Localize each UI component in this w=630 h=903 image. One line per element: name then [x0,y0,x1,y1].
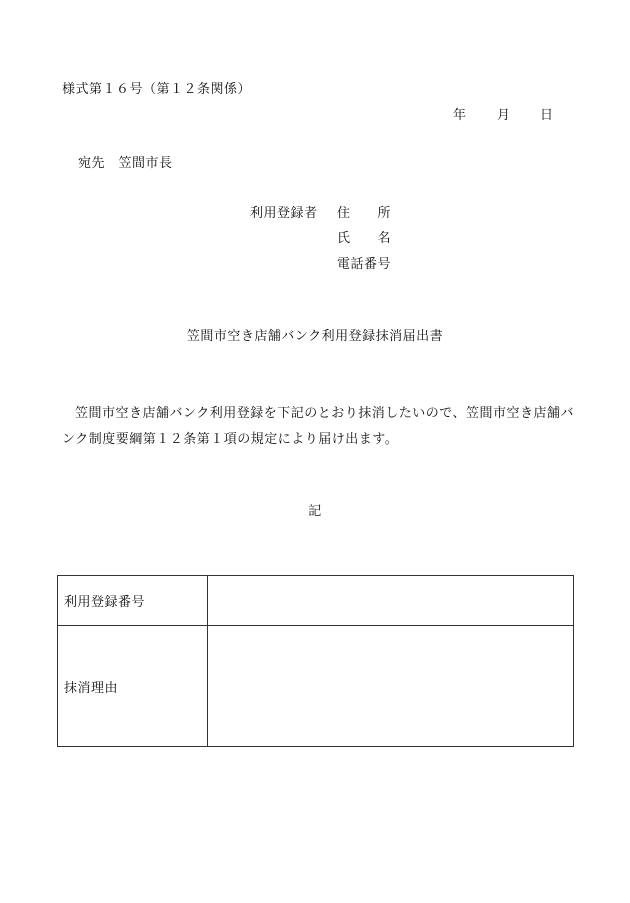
table-row-registration-number [58,576,574,626]
details-table [57,575,574,747]
addressee: 宛先 笠間市長 [78,156,173,171]
cancellation-reason-label: 抹消理由 [58,626,208,747]
cancellation-reason-value[interactable] [208,626,574,747]
table-row-cancellation-reason [58,626,574,747]
body-paragraph: 笠間市空き店舗バンク利用登録を下記のとおり抹消したいので、笠間市空き店舗バンク制度要綱第１２条第１項の規定により届け出ます。 [62,406,574,447]
document-title: 笠間市空き店舗バンク利用登録抹消届出書 [186,329,444,344]
registration-number-label: 利用登録番号 [58,576,208,626]
address-label: 住 所 [337,206,392,221]
date-day-label: 日 [540,108,554,123]
date-year-label: 年 [453,108,467,123]
phone-label: 電話番号 [337,257,392,272]
date-month-label: 月 [497,108,511,123]
registration-number-value[interactable] [208,576,574,626]
form-number: 様式第１６号（第１２条関係） [62,82,252,97]
ki-heading: 記 [308,504,322,519]
registrant-role-label: 利用登録者 [250,206,318,221]
name-label: 氏 名 [337,231,392,246]
